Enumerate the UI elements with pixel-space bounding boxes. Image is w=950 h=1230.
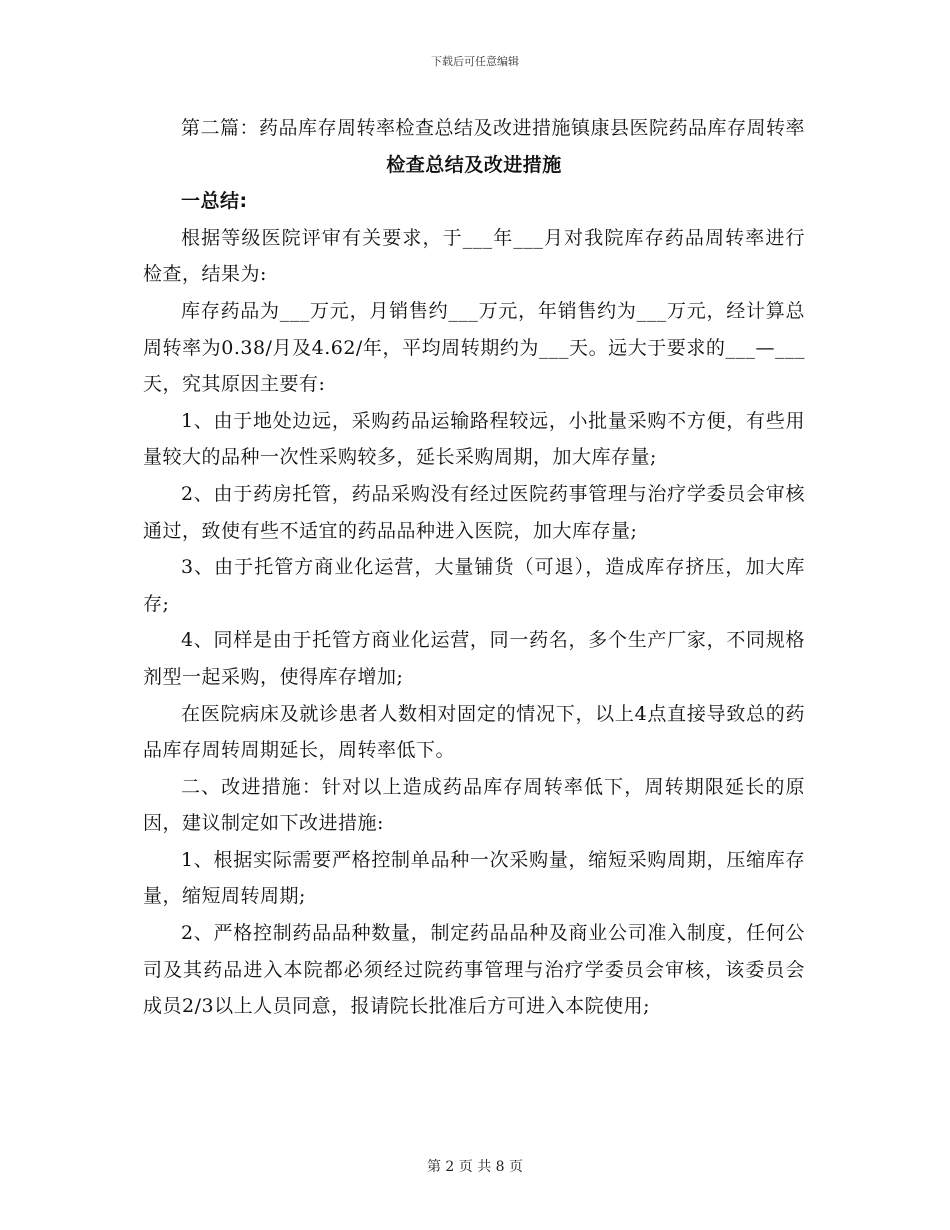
paragraph: 在医院病床及就诊患者人数相对固定的情况下，以上4点直接导致总的药品库存周转周期延长，周转率低下。 xyxy=(143,702,805,762)
document-body xyxy=(143,110,805,1025)
paragraph: 库存药品为___万元，月销售约___万元，年销售约为___万元，经计算总周转率为0.38/月及4.62/年，平均周转期约为___天。远大于要求的___—___天，究其原因主要有: xyxy=(143,299,805,396)
document-heading: 检查总结及改进措施 xyxy=(386,153,562,176)
paragraph: 4、同样是由于托管方商业化运营，同一药名，多个生产厂家，不同规格剂型一起采购，使得库存增加; xyxy=(143,629,805,688)
document-intro: 第二篇：药品库存周转率检查总结及改进措施镇康县医院药品库存周转率 xyxy=(181,117,806,139)
paragraph: 1、由于地处边远，采购药品运输路程较远，小批量采购不方便，有些用量较大的品种一次性采购较多，延长采购周期，加大库存量; xyxy=(143,409,805,469)
paragraph: 根据等级医院评审有关要求，于___年___月对我院库存药品周转率进行检查，结果为: xyxy=(143,226,805,286)
paragraph: 3、由于托管方商业化运营，大量铺货（可退），造成库存挤压，加大库存; xyxy=(143,556,805,615)
section-title-summary: 一总结: xyxy=(181,190,248,213)
page-number: 第 2 页 共 8 页 xyxy=(426,1159,524,1175)
paragraph: 2、严格控制药品品种数量，制定药品品种及商业公司准入制度，任何公司及其药品进入本院都必须经过院药事管理与治疗学委员会审核，该委员会成员2/3以上人员同意，报请院长批准后方可进入本院使用; xyxy=(143,922,805,1018)
paragraph: 二、改进措施：针对以上造成药品库存周转率低下，周转期限延长的原因，建议制定如下改进措施: xyxy=(143,775,805,835)
paragraph: 2、由于药房托管，药品采购没有经过医院药事管理与治疗学委员会审核通过，致使有些不适宜的药品品种进入医院，加大库存量; xyxy=(143,482,805,542)
page-header-note: 下载后可任意编辑 xyxy=(431,55,519,68)
paragraph: 1、根据实际需要严格控制单品种一次采购量，缩短采购周期，压缩库存量，缩短周转周期; xyxy=(143,848,805,908)
